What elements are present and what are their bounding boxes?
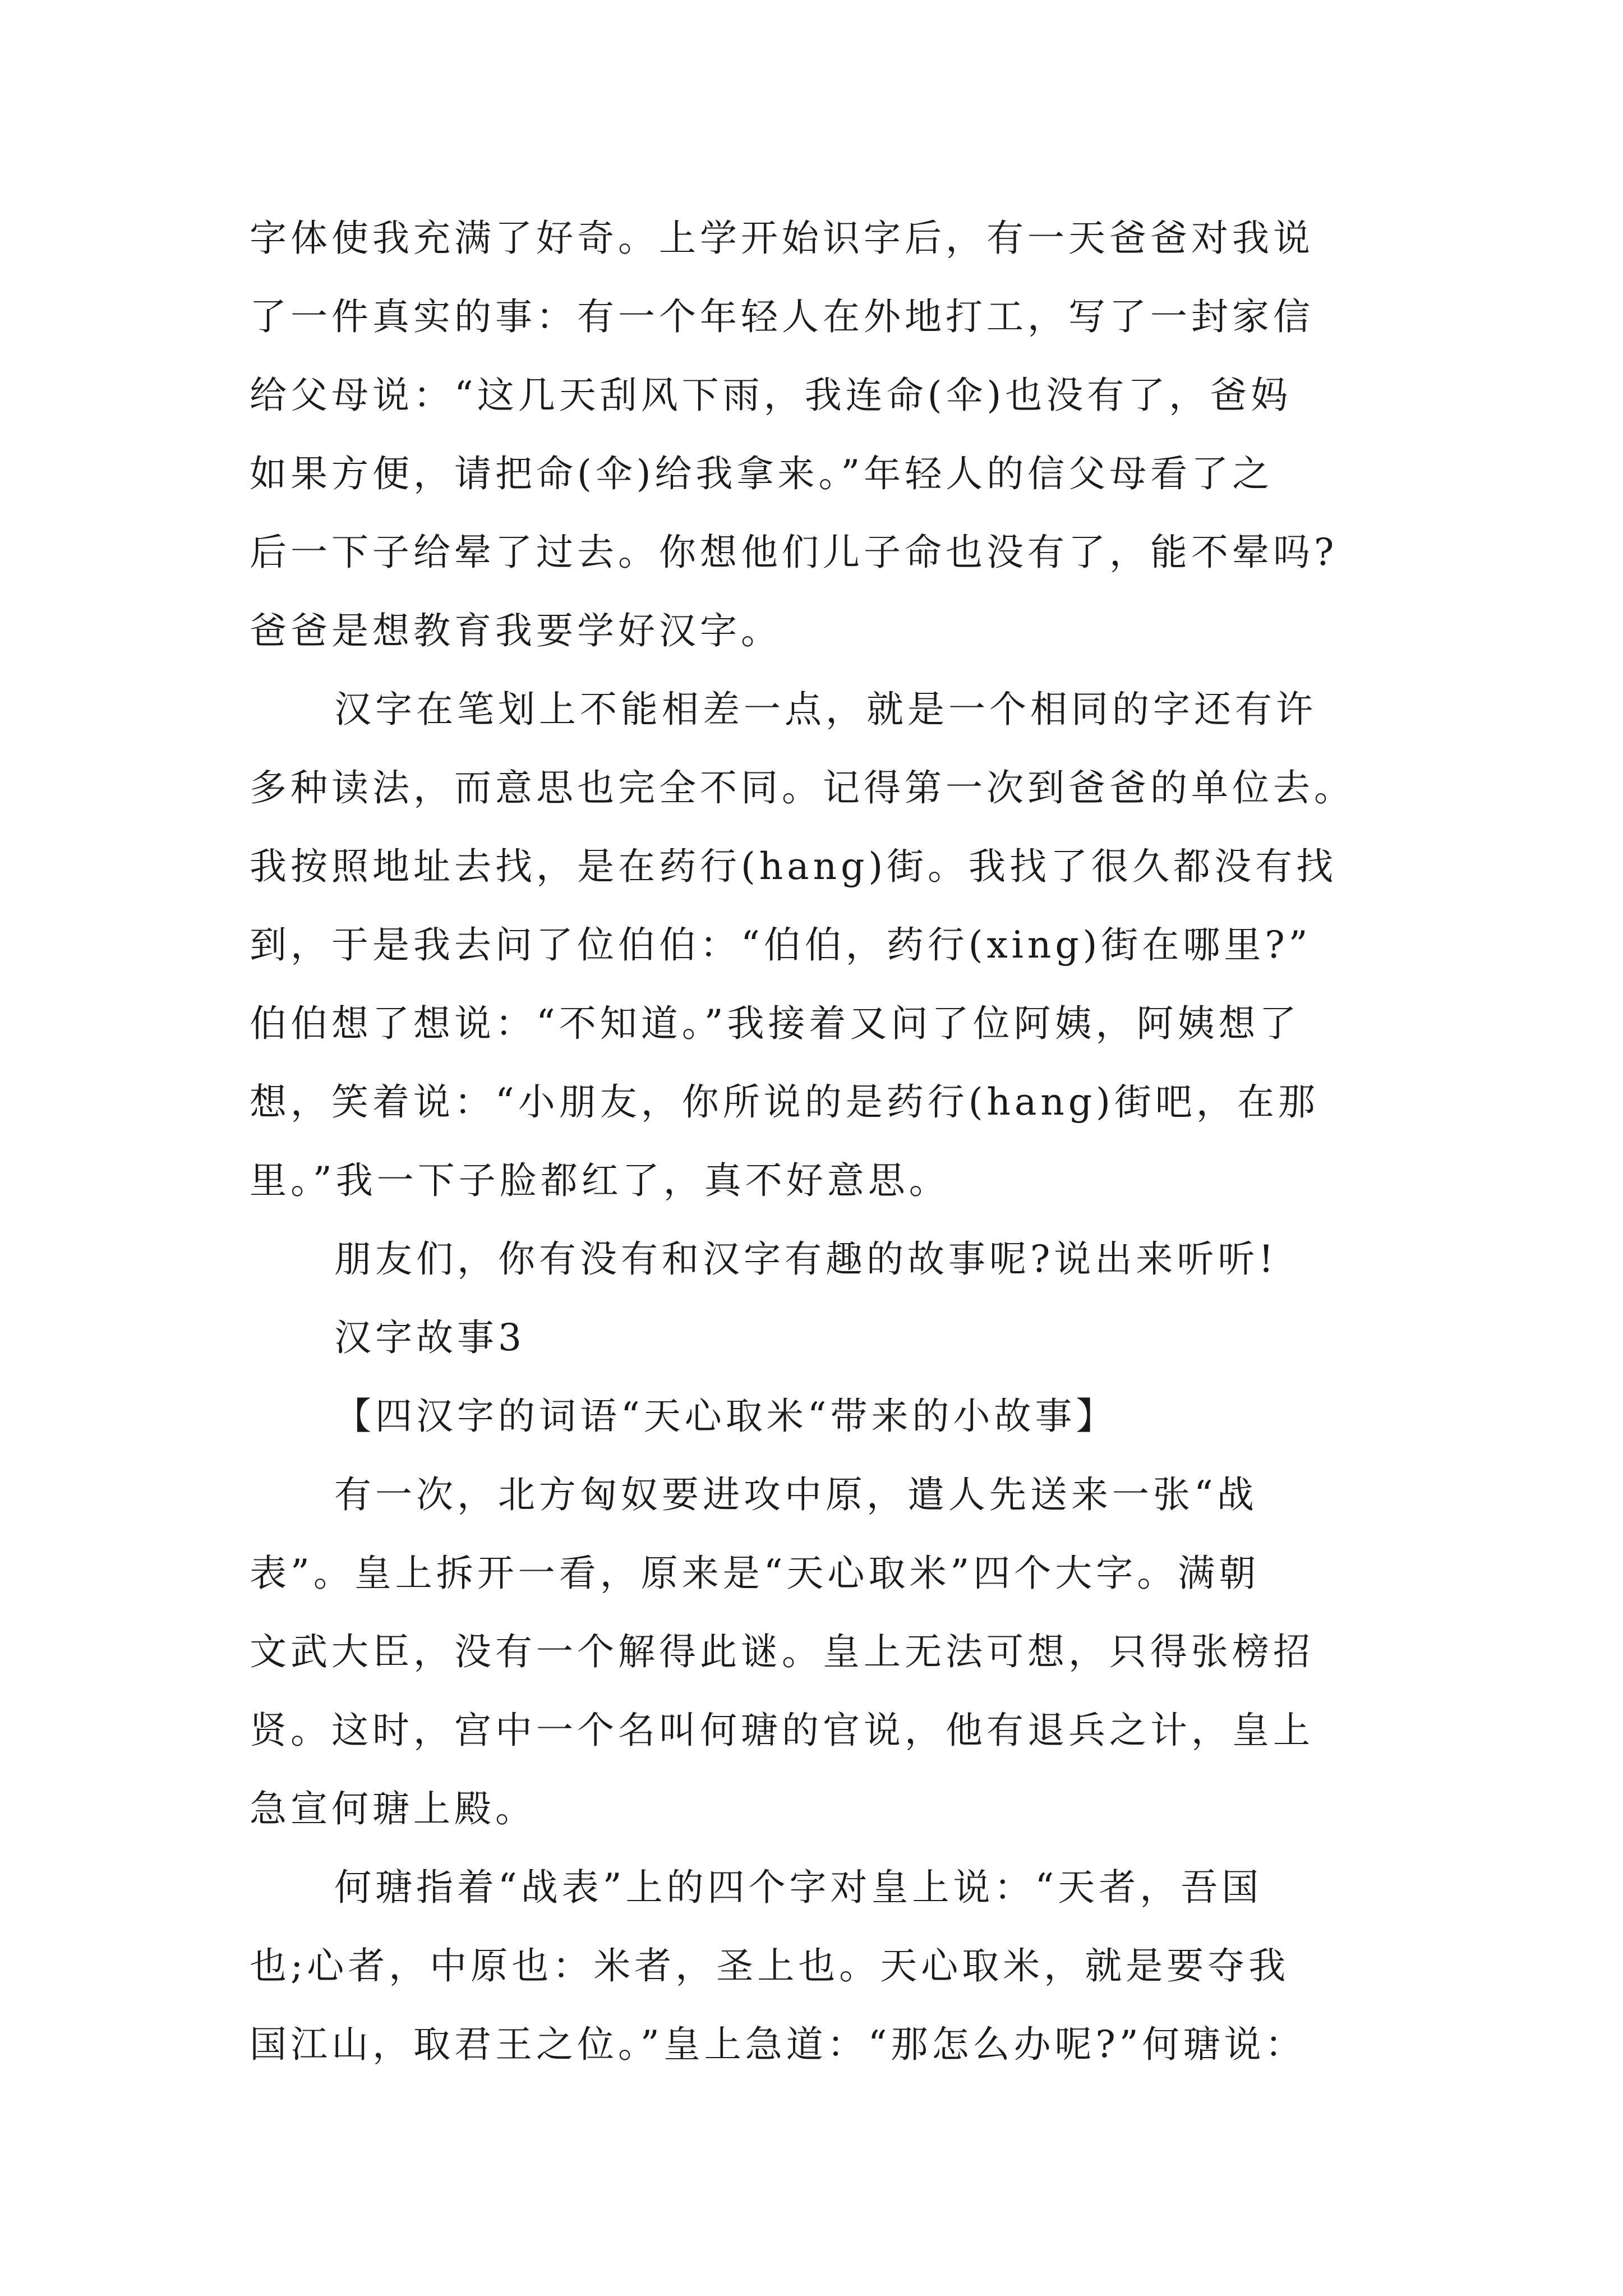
text-line: 急宣何瑭上殿。: [250, 1787, 536, 1830]
text-line: 国江山，取君王之位。”皇上急道：“那怎么办呢?”何瑭说：: [250, 2023, 1306, 2066]
text-line: 也;心者，中原也：米者，圣上也。天心取米，就是要夺我: [250, 1944, 1290, 1987]
text-line: 到，于是我去问了位伯伯：“伯伯，药行(xing)街在哪里?”: [250, 923, 1312, 967]
text-line: 多种读法，而意思也完全不同。记得第一次到爸爸的单位去。: [250, 766, 1355, 809]
text-line: 如果方便，请把命(伞)给我拿来。”年轻人的信父母看了之: [250, 452, 1274, 495]
text-line: 表”。皇上拆开一看，原来是“天心取米”四个大字。满朝: [250, 1552, 1260, 1595]
text-line: 给父母说：“这几天刮风下雨，我连命(伞)也没有了，爸妈: [250, 374, 1292, 417]
text-line: 伯伯想了想说：“不知道。”我接着又问了位阿姨，阿姨想了: [250, 1002, 1301, 1045]
text-line: 字体使我充满了好奇。上学开始识字后，有一天爸爸对我说: [250, 217, 1314, 260]
text-line: 贤。这时，宫中一个名叫何瑭的官说，他有退兵之计，皇上: [250, 1709, 1314, 1752]
text-line: 朋友们，你有没有和汉字有趣的故事呢?说出来听听!: [334, 1237, 1278, 1281]
text-line: 爸爸是想教育我要学好汉字。: [250, 609, 782, 652]
text-line: 了一件真实的事：有一个年轻人在外地打工，写了一封家信: [250, 295, 1314, 338]
section-heading: 汉字故事3: [334, 1316, 525, 1359]
text-line: 我按照地址去找，是在药行(hang)街。我找了很久都没有找: [250, 845, 1338, 888]
text-line: 何瑭指着“战表”上的四个字对皇上说：“天者，吾国: [334, 1866, 1263, 1909]
text-line: 汉字在笔划上不能相差一点，就是一个相同的字还有许: [334, 688, 1317, 731]
text-line: 文武大臣，没有一个解得此谜。皇上无法可想，只得张榜招: [250, 1630, 1314, 1673]
text-line: 后一下子给晕了过去。你想他们儿子命也没有了，能不晕吗?: [250, 531, 1338, 574]
text-line: 有一次，北方匈奴要进攻中原，遣人先送来一张“战: [334, 1473, 1258, 1516]
text-line: 想，笑着说：“小朋友，你所说的是药行(hang)街吧，在那: [250, 1080, 1319, 1124]
text-line: 里。”我一下子脸都红了，真不好意思。: [250, 1159, 950, 1202]
story-title: 【四汉字的词语“天心取米“带来的小故事】: [334, 1395, 1117, 1438]
